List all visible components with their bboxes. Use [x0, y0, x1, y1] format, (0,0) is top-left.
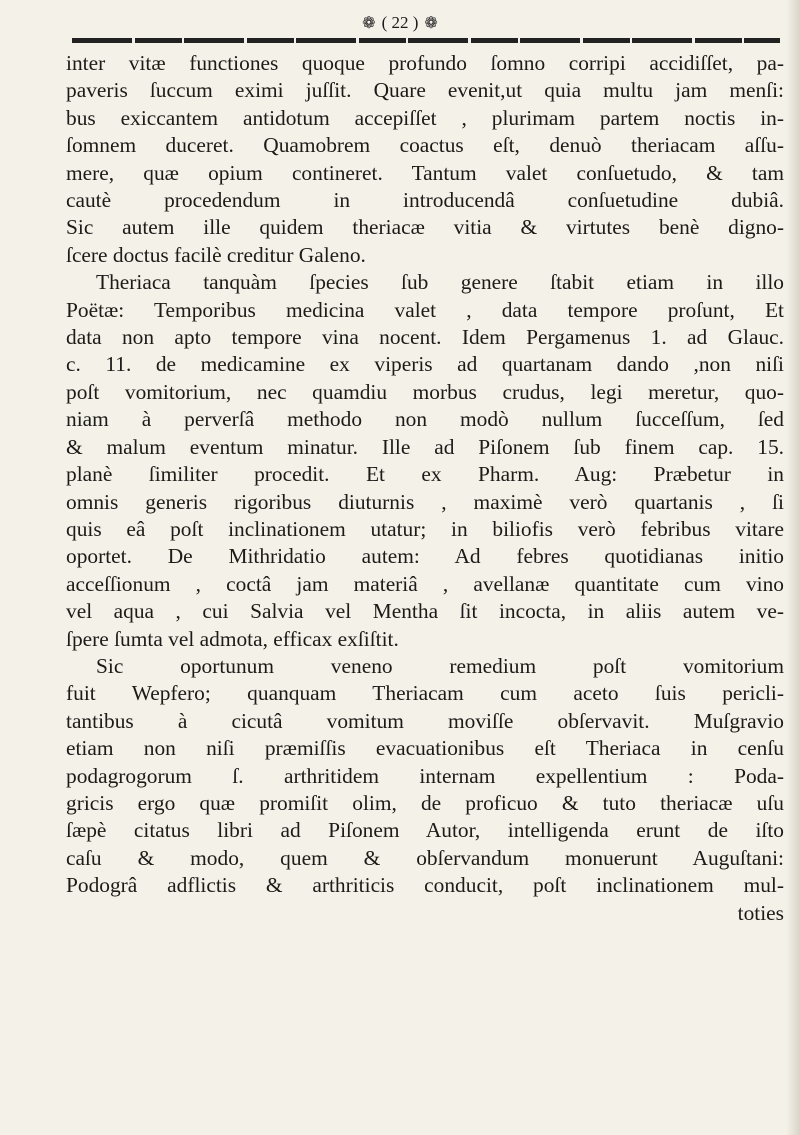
text-line: oportet. De Mithridatio autem: Ad febres quotidianas initio [66, 544, 784, 569]
page-header [0, 10, 800, 36]
text-line: Sic autem ille quidem theriacæ vitia & virtutes benè digno- [66, 215, 784, 240]
text-line: ſpere ſumta vel admota, efficax exſiſtit. [66, 626, 399, 651]
text-line: fuit Wepfero; quanquam Theriacam cum aceto ſuis pericli- [66, 681, 784, 706]
text-line: ſcere doctus facilè creditur Galeno. [66, 242, 366, 267]
text-line: paveris ſuccum eximi juſſit. Quare evenit,ut quia multu jam menſi: [66, 78, 784, 103]
text-line: Poëtæ: Temporibus medicina valet , data tempore proſunt, Et [66, 297, 784, 322]
text-line: omnis generis rigoribus diuturnis , maximè verò quartanis , ſi [66, 489, 784, 514]
text-line: c. 11. de medicamine ex viperis ad quartanam dando ,non niſi [66, 352, 784, 377]
text-line: caſu & modo, quem & obſervandum monuerunt Auguſtani: [66, 845, 784, 870]
ornament-left-icon: ❁ [362, 15, 376, 32]
text-line: quis eâ poſt inclinationem utatur; in biliofis verò febribus vitare [66, 516, 784, 541]
header-rule [72, 38, 780, 43]
text-line: niam à perverſâ methodo non modò nullum ſucceſſum, ſed [66, 407, 784, 432]
text-line: poſt vomitorium, nec quamdiu morbus crudus, legi meretur, quo- [66, 379, 784, 404]
text-line: ſæpè citatus libri ad Piſonem Autor, intelligenda erunt de iſto [66, 818, 784, 843]
ornament-right-icon: ❁ [424, 15, 438, 32]
page-edge-shadow [786, 0, 800, 1135]
text-line: Sic oportunum veneno remedium poſt vomitorium [96, 653, 784, 678]
body-text [66, 50, 784, 927]
text-line: Podogrâ adflictis & arthriticis conducit, poſt inclinationem mul- [66, 873, 784, 898]
text-line: mere, quæ opium contineret. Tantum valet conſuetudo, & tam [66, 160, 784, 185]
text-line: inter vitæ functiones quoque profundo ſomno corripi accidiſſet, pa- [66, 51, 784, 75]
catchword: toties [737, 900, 784, 925]
text-line: cautè procedendum in introducendâ conſuetudine dubiâ. [66, 188, 784, 213]
text-line: tantibus à cicutâ vomitum moviſſe obſervavit. Muſgravio [66, 708, 784, 733]
text-line: bus exiccantem antidotum accepiſſet , plurimam partem noctis in- [66, 105, 784, 130]
text-line: data non apto tempore vina nocent. Idem Pergamenus 1. ad Glauc. [66, 325, 784, 350]
text-line: & malum eventum minatur. Ille ad Piſonem ſub finem cap. 15. [66, 434, 784, 459]
page-number: ( 22 ) [381, 13, 419, 32]
text-line: podagrogorum ſ. arthritidem internam expellentium : Poda- [66, 763, 784, 788]
text-line: gricis ergo quæ promiſit olim, de proficuo & tuto theriacæ uſu [66, 790, 784, 815]
text-line: planè ſimiliter procedit. Et ex Pharm. Aug: Præbetur in [66, 462, 784, 487]
text-line: acceſſionum , coctâ jam materiâ , avellanæ quantitate cum vino [66, 571, 784, 596]
text-line: vel aqua , cui Salvia vel Mentha ſit incocta, in aliis autem ve- [66, 599, 784, 624]
text-line: ſomnem duceret. Quamobrem coactus eſt, denuò theriacam aſſu- [66, 133, 784, 158]
text-line: etiam non niſi præmiſſis evacuationibus eſt Theriaca in cenſu [66, 736, 784, 761]
text-line: Theriaca tanquàm ſpecies ſub genere ſtabit etiam in illo [96, 270, 784, 295]
